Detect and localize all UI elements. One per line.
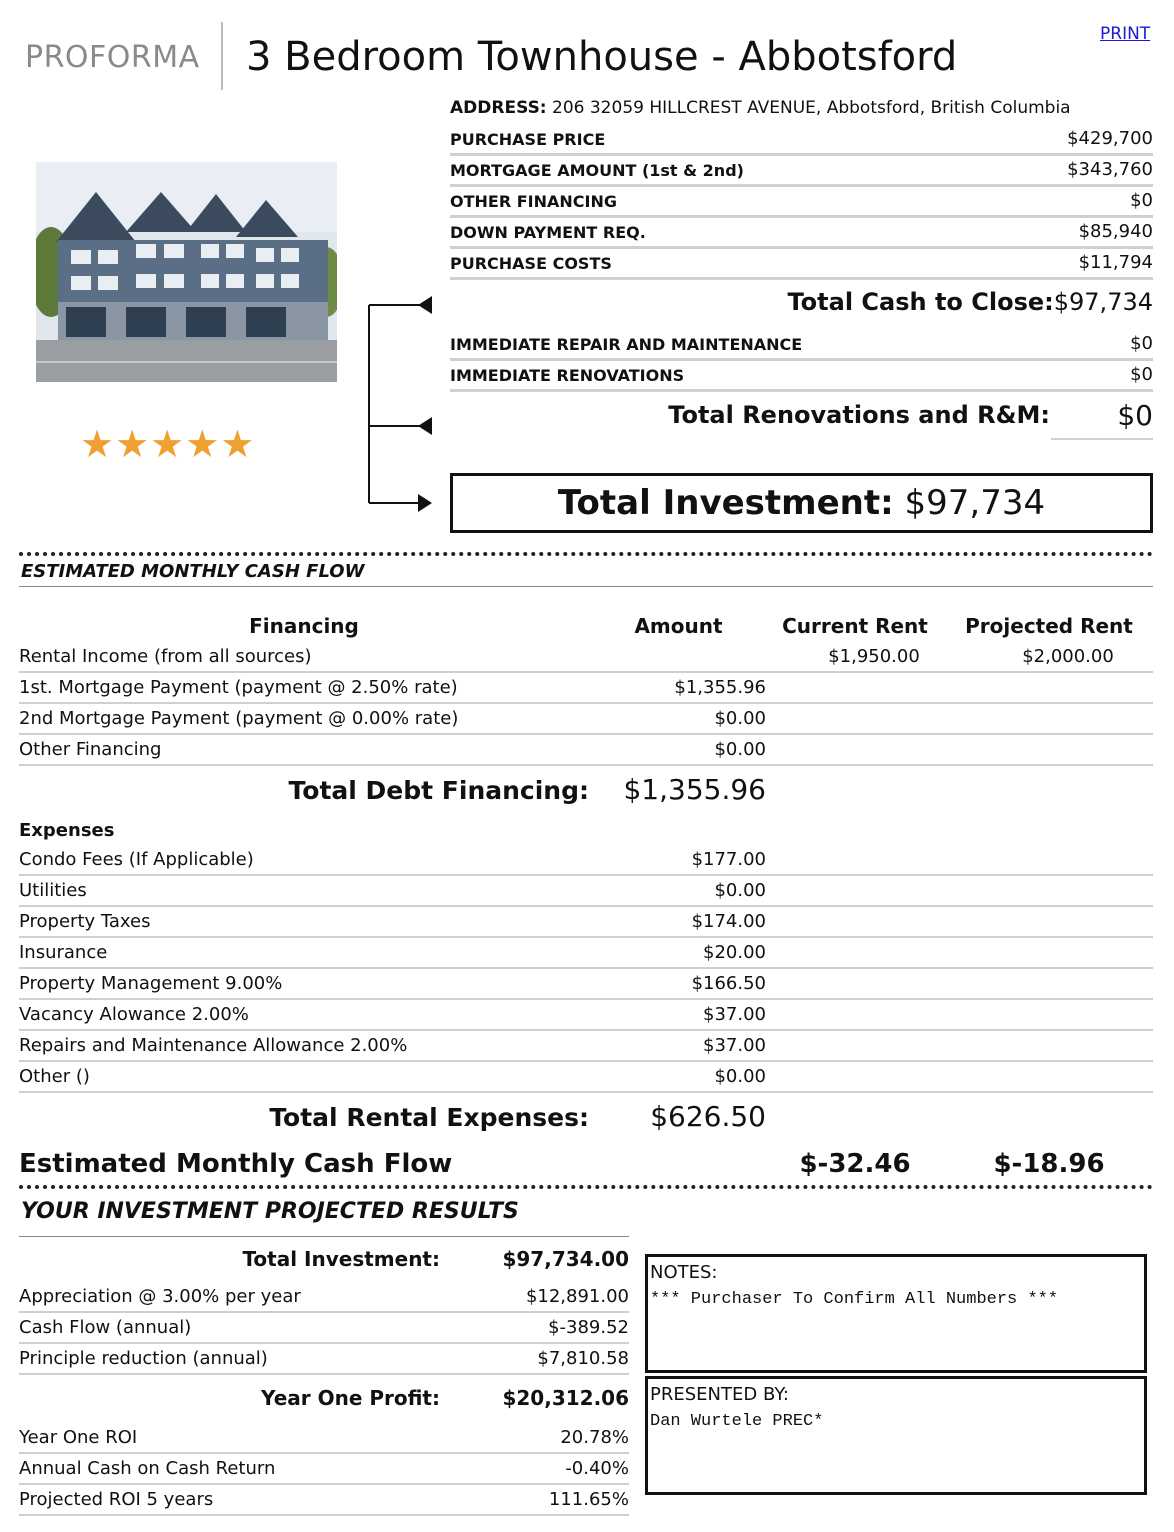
results-row-label: Principle reduction (annual) [19, 1348, 268, 1369]
financing-row-label: 2nd Mortgage Payment (payment @ 0.00% rate) [19, 708, 459, 729]
purchase-row [450, 249, 1153, 280]
renovation-row-label: IMMEDIATE RENOVATIONS [450, 366, 685, 385]
results-row-label: Appreciation @ 3.00% per year [19, 1286, 301, 1307]
star-icon: ★ [150, 422, 186, 466]
total-cash-to-close [787, 288, 1153, 316]
total-cash-value: $97,734 [1053, 288, 1153, 316]
estimated-cashflow-current: $-32.46 [799, 1149, 911, 1179]
notes-label: NOTES: [650, 1262, 718, 1283]
star-icon: ★ [80, 422, 116, 466]
section-divider [19, 552, 1153, 556]
expense-row-label: Utilities [19, 880, 87, 901]
purchase-row-label: PURCHASE PRICE [450, 130, 606, 149]
col-projected-rent: Projected Rent [965, 614, 1133, 638]
col-financing: Financing [249, 614, 359, 638]
renovation-row [450, 361, 1153, 392]
results-row [19, 1344, 629, 1375]
financing-row-amount: $0.00 [714, 739, 766, 760]
expense-row-label: Property Management 9.00% [19, 973, 283, 994]
results-row-value: $7,810.58 [537, 1348, 629, 1369]
address-label: ADDRESS: [450, 98, 547, 118]
financing-row-amount: $1,355.96 [674, 677, 766, 698]
year-one-profit-value: $20,312.06 [502, 1386, 629, 1410]
financing-row-label: 1st. Mortgage Payment (payment @ 2.50% rate) [19, 677, 458, 698]
expense-row-amount: $20.00 [703, 942, 766, 963]
rating-stars [80, 422, 255, 466]
section-underline [19, 1236, 629, 1237]
expense-row-amount: $37.00 [703, 1004, 766, 1025]
notes-box [645, 1254, 1147, 1373]
expense-row-amount: $166.50 [691, 973, 766, 994]
expense-row [19, 969, 1153, 1000]
roi-row-value: -0.40% [565, 1458, 629, 1479]
rental-income-current: $1,950.00 [828, 646, 920, 667]
results-row-value: $12,891.00 [525, 1286, 629, 1307]
page-title: 3 Bedroom Townhouse - Abbotsford [246, 34, 958, 80]
year-one-profit-label: Year One Profit: [261, 1386, 440, 1410]
section-divider [19, 1185, 1153, 1189]
results-row-label: Cash Flow (annual) [19, 1317, 192, 1338]
star-icon: ★ [185, 422, 221, 466]
total-renovations-value: $0 [1117, 399, 1153, 432]
expense-row-label: Property Taxes [19, 911, 151, 932]
expense-row [19, 1031, 1153, 1062]
total-investment-value: $97,734 [904, 483, 1046, 523]
purchase-row-value: $11,794 [1078, 252, 1153, 273]
renovation-row [450, 330, 1153, 361]
expense-row [19, 938, 1153, 969]
purchase-row-value: $0 [1130, 190, 1153, 211]
rental-income-label: Rental Income (from all sources) [19, 646, 312, 667]
roi-row [19, 1454, 629, 1485]
total-expenses-value: $626.50 [650, 1100, 766, 1133]
expense-row [19, 1000, 1153, 1031]
estimated-cashflow-label: Estimated Monthly Cash Flow [19, 1149, 453, 1179]
roi-row-value: 111.65% [548, 1489, 629, 1510]
flow-arrows [360, 290, 450, 520]
results-total-investment-label: Total Investment: [242, 1247, 440, 1271]
expense-row-amount: $37.00 [703, 1035, 766, 1056]
print-link[interactable]: PRINT [1100, 24, 1151, 44]
expense-row-label: Other () [19, 1066, 90, 1087]
financing-row-label: Other Financing [19, 739, 162, 760]
section-underline [19, 586, 1153, 587]
property-photo [36, 162, 337, 382]
financing-row [19, 704, 1153, 735]
rental-income-projected: $2,000.00 [1022, 646, 1114, 667]
financing-row [19, 735, 1153, 766]
notes-text: *** Purchaser To Confirm All Numbers *** [650, 1290, 1059, 1309]
header-divider [221, 22, 223, 90]
purchase-row-label: PURCHASE COSTS [450, 254, 612, 273]
roi-row [19, 1485, 629, 1516]
results-total-investment-value: $97,734.00 [502, 1247, 629, 1271]
renovations-underline [1051, 438, 1153, 440]
col-current-rent: Current Rent [782, 614, 928, 638]
total-investment-label: Total Investment: [557, 483, 894, 523]
col-amount: Amount [634, 614, 723, 638]
purchase-row [450, 125, 1153, 156]
estimated-cashflow-projected: $-18.96 [993, 1149, 1105, 1179]
purchase-row-label: MORTGAGE AMOUNT (1st & 2nd) [450, 161, 744, 180]
roi-row [19, 1423, 629, 1454]
total-cash-label: Total Cash to Close: [787, 288, 1054, 316]
expense-row-label: Repairs and Maintenance Allowance 2.00% [19, 1035, 408, 1056]
purchase-row-value: $343,760 [1067, 159, 1153, 180]
total-renovations-label: Total Renovations and R&M: [668, 401, 1050, 429]
total-expenses-label: Total Rental Expenses: [269, 1103, 589, 1132]
expense-row [19, 876, 1153, 907]
purchase-row [450, 187, 1153, 218]
expense-row-amount: $0.00 [714, 880, 766, 901]
address-value: 206 32059 HILLCREST AVENUE, Abbotsford, British Columbia [552, 98, 1071, 118]
expense-row-amount: $0.00 [714, 1066, 766, 1087]
roi-row-label: Annual Cash on Cash Return [19, 1458, 276, 1479]
purchase-row-label: OTHER FINANCING [450, 192, 617, 211]
expense-row-amount: $177.00 [691, 849, 766, 870]
total-debt-label: Total Debt Financing: [288, 776, 589, 805]
expense-row [19, 845, 1153, 876]
star-icon: ★ [220, 422, 256, 466]
expense-row-amount: $174.00 [691, 911, 766, 932]
purchase-row [450, 156, 1153, 187]
expense-row-label: Condo Fees (If Applicable) [19, 849, 254, 870]
results-row [19, 1313, 629, 1344]
renovation-row-label: IMMEDIATE REPAIR AND MAINTENANCE [450, 335, 803, 354]
presented-by-text: Dan Wurtele PREC* [650, 1412, 824, 1431]
expense-row-label: Insurance [19, 942, 108, 963]
presented-by-box [645, 1376, 1147, 1495]
address-line [450, 98, 1071, 118]
star-icon: ★ [115, 422, 151, 466]
rental-income-row [19, 642, 1153, 673]
purchase-row-value: $429,700 [1067, 128, 1153, 149]
proforma-label: PROFORMA [25, 40, 200, 75]
purchase-row [450, 218, 1153, 249]
total-debt-value: $1,355.96 [623, 773, 766, 806]
roi-row-value: 20.78% [560, 1427, 629, 1448]
results-section-title: YOUR INVESTMENT PROJECTED RESULTS [21, 1199, 519, 1224]
financing-row [19, 673, 1153, 704]
purchase-row-label: DOWN PAYMENT REQ. [450, 223, 646, 242]
total-investment-box [450, 473, 1153, 533]
renovation-row-value: $0 [1130, 333, 1153, 354]
cashflow-section-title: ESTIMATED MONTHLY CASH FLOW [21, 561, 365, 582]
expense-row [19, 1062, 1153, 1093]
expense-row-label: Vacancy Alowance 2.00% [19, 1004, 249, 1025]
roi-row-label: Projected ROI 5 years [19, 1489, 214, 1510]
presented-by-label: PRESENTED BY: [650, 1384, 789, 1405]
purchase-row-value: $85,940 [1078, 221, 1153, 242]
financing-row-amount: $0.00 [714, 708, 766, 729]
roi-row-label: Year One ROI [19, 1427, 138, 1448]
results-row [19, 1282, 629, 1313]
expenses-heading: Expenses [19, 820, 115, 841]
results-row-value: $-389.52 [548, 1317, 629, 1338]
renovation-row-value: $0 [1130, 364, 1153, 385]
expense-row [19, 907, 1153, 938]
